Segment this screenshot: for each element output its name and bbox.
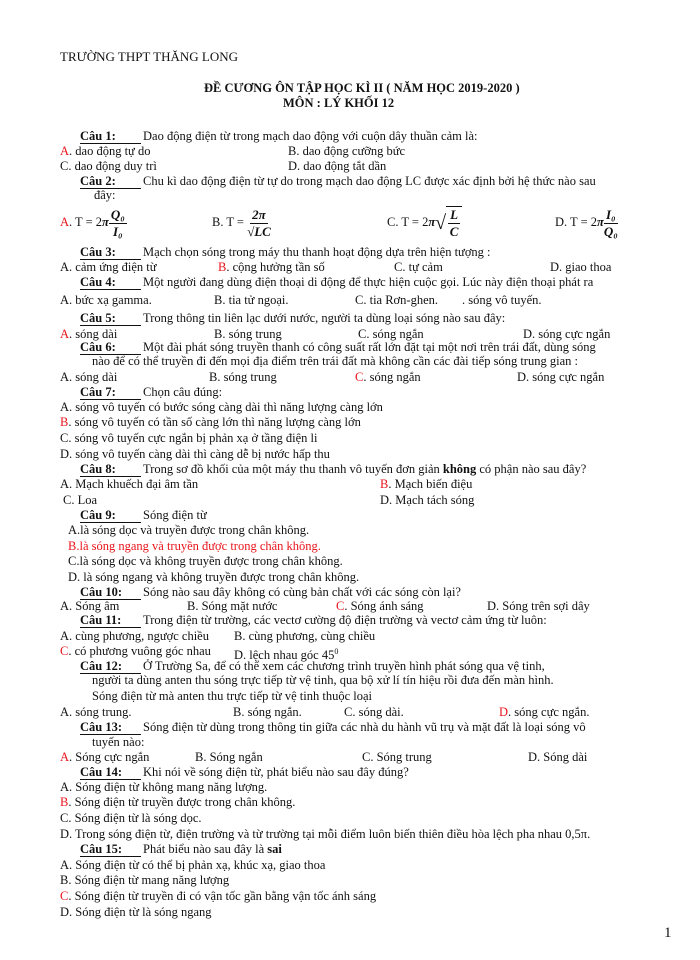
option-letter: B <box>60 415 69 429</box>
question-stem <box>143 385 222 400</box>
question-label: Câu 14: <box>80 765 141 780</box>
stem-text: tuyến nào: <box>92 735 145 749</box>
stem-text: đây: <box>94 188 116 202</box>
option-text: . dao động duy trì <box>68 159 157 173</box>
option-letter: B <box>234 629 243 643</box>
fraction <box>604 207 618 240</box>
option-letter: D <box>60 905 70 919</box>
question-stem <box>143 311 505 326</box>
square-root <box>435 206 462 240</box>
option-text: . sóng vô tuyến có tần số càng lớn thì năng lượng càng lớn <box>68 415 361 429</box>
question-label: Câu 12: <box>80 659 141 674</box>
option-letter: B <box>60 873 69 887</box>
option-letter: C <box>68 554 77 568</box>
option-text: . cùng phương, ngược chiều <box>69 629 209 643</box>
stem-text: Sóng điện từ dùng trong thông tin giữa các nhà du hành vũ trụ và mặt đất là loại sóng vô <box>143 720 586 734</box>
option-letter: A <box>60 477 70 491</box>
answer-option[interactable] <box>60 905 212 920</box>
option-text: . tia Rơn-ghen. <box>363 293 438 307</box>
answer-option[interactable] <box>60 415 361 430</box>
answer-option[interactable] <box>499 705 589 720</box>
option-letter: B <box>68 539 77 553</box>
radical-icon: √ <box>435 212 447 235</box>
answer-option[interactable] <box>528 750 587 765</box>
denominator: √LC <box>247 223 271 239</box>
answer-option[interactable] <box>60 159 157 174</box>
option-letter: C <box>344 705 353 719</box>
question-stem <box>143 659 545 674</box>
question-label: Câu 9: <box>80 508 141 523</box>
option-letter: A <box>60 370 70 384</box>
denominator: I₀ <box>113 223 123 239</box>
answer-option[interactable] <box>195 750 263 765</box>
question-stem <box>92 689 372 704</box>
option-letter: A <box>60 599 70 613</box>
question-stem <box>143 129 478 144</box>
answer-option[interactable] <box>60 629 209 644</box>
option-text: . có phương vuông góc nhau <box>68 644 211 658</box>
page-number: 1 <box>664 925 672 941</box>
option-letter: C <box>394 260 403 274</box>
option-letter: B <box>288 144 297 158</box>
option-text: . Sóng trên sợi dây <box>496 599 590 613</box>
option-letter: D <box>555 215 565 229</box>
answer-option[interactable] <box>68 570 359 585</box>
option-text: .là sóng dọc và truyền được trong chân không. <box>77 523 310 537</box>
answer-option[interactable] <box>380 493 474 508</box>
question-label: Câu 8: <box>80 462 141 477</box>
answer-option[interactable] <box>60 795 295 810</box>
option-text: . Sóng điện từ là sóng ngang <box>69 905 212 919</box>
option-letter: C <box>362 750 371 764</box>
option-text: . là sóng ngang và không truyền được trong chân không. <box>77 570 360 584</box>
fraction <box>109 207 127 240</box>
stem-text: nào để có thể truyền đi đến mọi địa điểm trên trái đất mà không cần các đài tiếp sóng trung gian : <box>92 354 578 368</box>
option-text: . Sóng ánh sáng <box>344 599 424 613</box>
answer-option[interactable] <box>60 889 376 904</box>
option-text: . sóng dài <box>69 327 118 341</box>
question-stem <box>143 613 547 628</box>
option-letter: D <box>528 750 538 764</box>
answer-option[interactable] <box>336 599 424 614</box>
question-stem <box>92 673 554 688</box>
answer-option[interactable] <box>60 599 119 614</box>
option-letter: D <box>499 705 509 719</box>
answer-option[interactable] <box>60 477 198 492</box>
option-text: . sóng ngắn. <box>241 705 302 719</box>
formula-prefix: . T = 2 <box>395 215 429 229</box>
option-text: . Sóng dài <box>537 750 588 764</box>
option-text: . dao động cưỡng bức <box>296 144 406 158</box>
answer-option[interactable] <box>68 523 309 538</box>
answer-option[interactable] <box>60 858 325 873</box>
stem-emphasis: không <box>442 462 477 476</box>
answer-option[interactable] <box>288 159 386 174</box>
option-text: . Sóng trung <box>370 750 432 764</box>
answer-option[interactable] <box>214 293 288 308</box>
option-letter: D <box>288 159 298 173</box>
option-text: . Sóng mặt nước <box>195 599 278 613</box>
question-stem <box>143 508 207 523</box>
fraction <box>247 207 271 240</box>
question-stem <box>143 174 596 189</box>
option-text: . Sóng điện từ truyền đi có vận tốc gần bằng vận tốc ánh sáng <box>68 889 377 903</box>
option-letter: A <box>60 144 70 158</box>
option-letter: B <box>209 370 218 384</box>
option-letter: C <box>336 599 345 613</box>
option-letter: D <box>60 447 70 461</box>
stem-text: Khi nói về sóng điện từ, phát biểu nào sau đây đúng? <box>143 765 409 779</box>
stem-text: Chu kì dao động điện từ tự do trong mạch dao động LC được xác định bởi hệ thức nào sau <box>143 174 596 188</box>
answer-option[interactable] <box>68 539 321 554</box>
question-label: Câu 4: <box>80 275 141 290</box>
option-text: .là sóng ngang và truyền được trong chân không. <box>76 539 321 553</box>
answer-option[interactable] <box>344 705 404 720</box>
answer-option[interactable] <box>60 293 152 308</box>
option-letter: B <box>214 293 223 307</box>
option-letter: D <box>550 260 560 274</box>
stem-text: người ta dùng anten thu sóng trực tiếp từ vệ tinh, qua bộ xử lí tín hiệu rồi đưa đến màn hình. <box>92 673 554 687</box>
stem-text: Ở Trường Sa, để có thể xem các chương trình truyền hình phát sóng qua vệ tinh, <box>143 659 545 673</box>
option-letter: B <box>212 215 221 229</box>
option-text: . Sóng ngắn <box>203 750 263 764</box>
option-text: . sóng vô tuyến càng dài thì càng dễ bị nước hấp thu <box>69 447 330 461</box>
document-title: ĐỀ CƯƠNG ÔN TẬP HỌC KÌ II ( NĂM HỌC 2019-2020 ) <box>204 81 520 95</box>
option-letter: A <box>60 858 70 872</box>
answer-option[interactable] <box>462 293 542 308</box>
answer-option[interactable] <box>60 644 211 659</box>
formula-prefix: . T = 2 <box>564 215 598 229</box>
option-letter: D <box>68 570 78 584</box>
option-letter: C <box>355 293 364 307</box>
question-stem <box>143 275 593 290</box>
formula-option[interactable] <box>60 206 127 240</box>
option-text: . lệch nhau góc 45 <box>243 648 335 663</box>
formula-option[interactable] <box>387 206 462 240</box>
option-letter: B <box>218 260 227 274</box>
option-letter: C <box>60 644 69 658</box>
option-letter: A <box>60 260 70 274</box>
option-letter: B <box>380 477 389 491</box>
option-letter: D <box>60 827 70 841</box>
answer-option[interactable] <box>60 144 150 159</box>
option-text: . sóng trung. <box>69 705 132 719</box>
option-letter: C <box>358 327 367 341</box>
option-text: . Sóng điện từ không mang năng lượng. <box>69 780 268 794</box>
stem-emphasis: sai <box>267 842 282 856</box>
fraction <box>446 206 462 240</box>
question-label: Câu 15: <box>80 842 141 857</box>
stem-text: Một người đang dùng điện thoại di động để thực hiện cuộc gọi. Lúc này điện thoại phát ra <box>143 275 594 289</box>
answer-option[interactable] <box>60 260 157 275</box>
formula-option[interactable] <box>212 206 271 240</box>
answer-option[interactable] <box>380 477 472 492</box>
option-text: . tự cảm <box>402 260 443 274</box>
answer-option[interactable] <box>60 750 149 765</box>
answer-option[interactable] <box>362 750 432 765</box>
stem-text: Dao động điện từ trong mạch dao động với cuộn dây thuần cảm là: <box>143 129 478 143</box>
question-stem <box>143 765 409 780</box>
denominator: Q₀ <box>603 223 618 239</box>
answer-option[interactable] <box>218 260 325 275</box>
option-text: . Sóng điện từ truyền được trong chân không. <box>68 795 296 809</box>
formula-prefix: . T = 2 <box>69 215 103 229</box>
option-text: . bức xạ gamma. <box>69 293 152 307</box>
stem-text: Phát biểu nào sau đây là <box>143 842 268 856</box>
question-stem <box>143 842 282 857</box>
option-letter: C <box>355 370 364 384</box>
numerator: 2π <box>252 206 266 222</box>
option-text: . dao động tự do <box>69 144 151 158</box>
numerator: Q₀ <box>110 206 125 222</box>
option-letter: C <box>60 889 69 903</box>
answer-option[interactable] <box>68 554 343 569</box>
denominator: C <box>449 224 459 240</box>
option-letter: B <box>187 599 196 613</box>
option-text: . sóng dài <box>69 370 118 384</box>
option-letter: D <box>517 370 527 384</box>
answer-option[interactable] <box>187 599 277 614</box>
option-letter: A <box>60 780 70 794</box>
option-letter: A <box>60 750 70 764</box>
option-letter: C <box>387 215 396 229</box>
option-text: . sóng trung <box>222 327 282 341</box>
option-text: . dao động tắt dần <box>297 159 387 173</box>
option-letter: A <box>60 215 70 229</box>
option-text: . sóng cực ngắn <box>526 370 605 384</box>
formula-option[interactable] <box>555 206 618 240</box>
question-label: Câu 1: <box>80 129 141 144</box>
pi-symbol: π <box>428 215 436 229</box>
option-text: . Sóng điện từ có thể bị phản xạ, khúc xạ, giao thoa <box>69 858 326 872</box>
option-text: . Loa <box>71 493 98 507</box>
option-letter: D <box>523 327 533 341</box>
option-letter: A <box>60 400 70 414</box>
question-label: Câu 5: <box>80 311 141 326</box>
answer-option[interactable] <box>60 400 383 415</box>
question-label: Câu 3: <box>80 245 141 260</box>
option-text: . Mạch khuếch đại âm tần <box>69 477 199 491</box>
option-letter: D <box>380 493 390 507</box>
answer-option[interactable] <box>209 370 277 385</box>
option-letter: D <box>234 648 244 663</box>
option-text: .là sóng dọc và không truyền được trong chân không. <box>76 554 343 568</box>
option-text: . cảm ứng điện từ <box>69 260 157 274</box>
degree-superscript: 0 <box>334 647 339 656</box>
option-text: . giao thoa <box>559 260 612 274</box>
stem-text: Trong sơ đồ khối của một máy thu thanh vô tuyến đơn giản <box>143 462 443 476</box>
question-stem <box>143 720 586 735</box>
answer-option[interactable] <box>63 493 97 508</box>
numerator: L <box>450 207 459 223</box>
option-text: . Mạch tách sóng <box>389 493 475 507</box>
option-text: . Mạch biến điệu <box>388 477 473 491</box>
option-letter: A <box>60 293 70 307</box>
answer-option[interactable] <box>234 629 375 644</box>
option-text: . sóng vô tuyến. <box>462 293 542 307</box>
question-label: Câu 2: <box>80 174 141 189</box>
option-letter: D <box>487 599 497 613</box>
answer-option[interactable] <box>233 705 302 720</box>
question-label: Câu 11: <box>80 613 141 628</box>
answer-option[interactable] <box>517 370 604 385</box>
option-letter: C <box>60 811 69 825</box>
option-letter: A <box>60 327 70 341</box>
option-text: . sóng trung <box>217 370 277 384</box>
question-label: Câu 13: <box>80 720 141 735</box>
question-stem <box>143 245 491 260</box>
question-stem <box>92 354 578 369</box>
stem-text: Một đài phát sóng truyền thanh có công suất rất lớn đặt tại một nơi trên trái đất, dùng sóng <box>143 340 596 354</box>
answer-option[interactable] <box>355 293 438 308</box>
stem-text: Chọn câu đúng: <box>143 385 223 399</box>
question-stem <box>143 340 596 355</box>
option-text: . sóng ngắn <box>363 370 421 384</box>
option-letter: C <box>63 493 72 507</box>
question-stem <box>143 462 586 477</box>
answer-option[interactable] <box>60 873 229 888</box>
question-label: Câu 7: <box>80 385 141 400</box>
question-stem <box>143 585 461 600</box>
stem-text: Sóng điện từ mà anten thu trực tiếp từ vệ tinh thuộc loại <box>92 689 372 703</box>
option-text: . Sóng cực ngắn <box>69 750 150 764</box>
question-stem <box>92 735 144 750</box>
answer-option[interactable] <box>487 599 590 614</box>
answer-option[interactable] <box>288 144 405 159</box>
answer-option[interactable] <box>60 705 132 720</box>
pi-symbol: π <box>102 215 109 229</box>
stem-text: Sóng nào sau đây không có cùng bản chất với các sóng còn lại? <box>143 585 461 599</box>
option-letter: C <box>60 431 69 445</box>
answer-option[interactable] <box>60 811 202 826</box>
stem-text: có phận nào sau đây? <box>476 462 587 476</box>
stem-text: Mạch chọn sóng trong máy thu thanh hoạt động dựa trên hiện tượng : <box>143 245 491 259</box>
answer-option[interactable] <box>60 447 330 462</box>
option-text: . Sóng điện từ là sóng dọc. <box>68 811 202 825</box>
option-text: . Sóng âm <box>69 599 120 613</box>
option-text: . cộng hưởng tần số <box>226 260 325 274</box>
option-letter: A <box>60 629 70 643</box>
document-subject: MÔN : LÝ KHỐI 12 <box>283 96 395 110</box>
option-text: . sóng vô tuyến có bước sóng càng dài thì năng lượng càng lớn <box>69 400 383 414</box>
question-stem <box>94 188 116 203</box>
option-letter: B <box>233 705 242 719</box>
option-text: . Sóng điện từ mang năng lượng <box>68 873 230 887</box>
answer-option[interactable] <box>60 780 267 795</box>
option-letter: C <box>60 159 69 173</box>
option-text: . sóng vô tuyến cực ngắn bị phản xạ ở tầng điện li <box>68 431 318 445</box>
stem-text: Trong điện từ trường, các vectơ cường độ điện trường và vectơ cảm ứng từ luôn: <box>143 613 547 627</box>
pi-symbol: π <box>597 215 604 229</box>
answer-option[interactable] <box>60 827 590 842</box>
answer-option[interactable] <box>60 370 117 385</box>
answer-option[interactable] <box>394 260 443 275</box>
stem-text: Trong thông tin liên lạc dưới nước, người ta dùng loại sóng nào sau đây: <box>143 311 506 325</box>
numerator: I₀ <box>606 206 616 222</box>
option-letter: B <box>60 795 69 809</box>
answer-option[interactable] <box>355 370 421 385</box>
answer-option[interactable] <box>550 260 611 275</box>
stem-text: Sóng điện từ <box>143 508 207 522</box>
answer-option[interactable] <box>60 431 317 446</box>
question-label: Câu 10: <box>80 585 141 600</box>
option-text: . sóng cực ngắn <box>532 327 611 341</box>
option-text: . cùng phương, cùng chiều <box>242 629 376 643</box>
option-text: . tia tử ngoại. <box>222 293 289 307</box>
formula-prefix: . T = <box>220 215 248 229</box>
option-letter: B <box>214 327 223 341</box>
option-text: . sóng dài. <box>352 705 404 719</box>
option-letter: A <box>68 523 78 537</box>
option-text: . sóng ngắn <box>366 327 424 341</box>
question-label: Câu 6: <box>80 340 141 355</box>
option-letter: A <box>60 705 70 719</box>
option-letter: B <box>195 750 204 764</box>
school-name: TRƯỜNG THPT THĂNG LONG <box>60 49 239 64</box>
option-text: . sóng cực ngắn. <box>508 705 590 719</box>
option-text: . Trong sóng điện từ, điện trường và từ trường tại mỗi điểm luôn biến thiên điều hòa lệch pha nhau 0,5π. <box>69 827 591 841</box>
